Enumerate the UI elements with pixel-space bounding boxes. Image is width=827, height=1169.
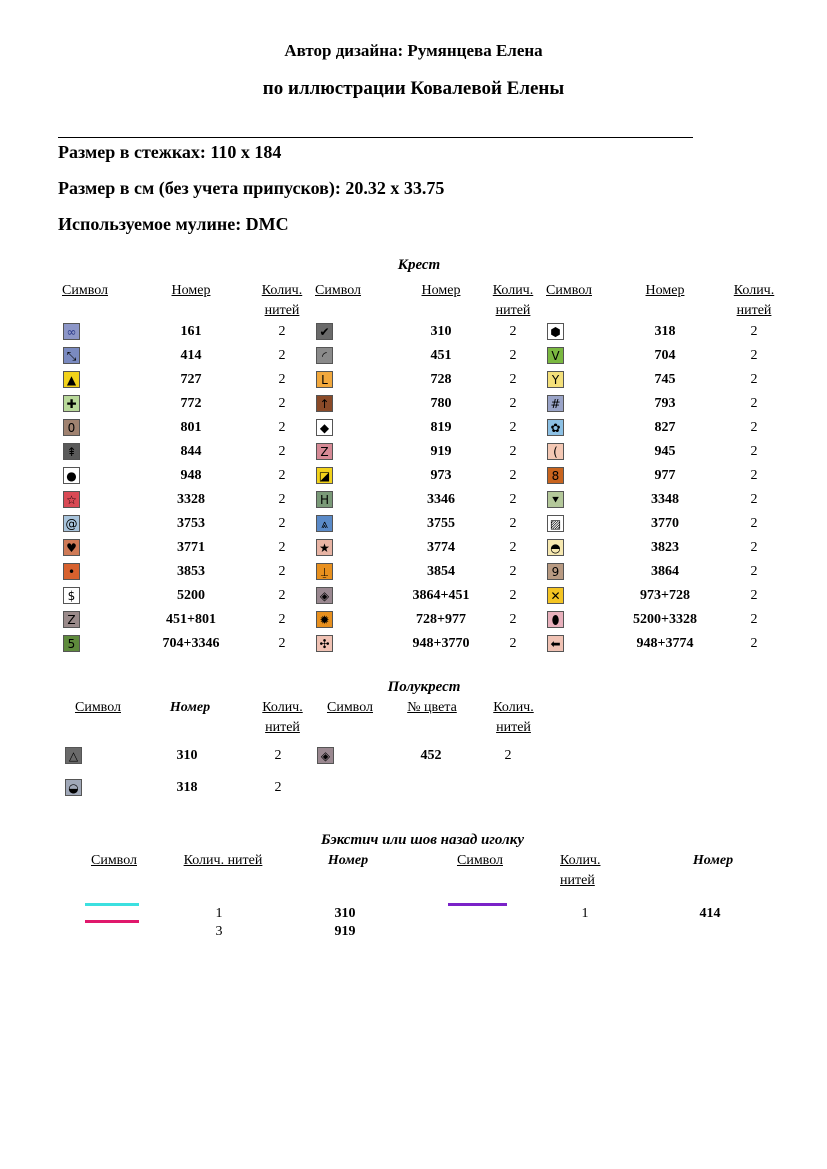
cross-color-number: 3771	[177, 540, 205, 555]
back-header-count-2	[560, 851, 620, 891]
backstitch-line-purple	[448, 903, 507, 906]
half-header-count	[255, 698, 310, 738]
half-header-symbol: Символ	[74, 700, 121, 715]
half-color-number: 318	[176, 780, 198, 795]
cross-color-number: 3774	[427, 540, 455, 555]
cross-thread-count: 2	[509, 588, 517, 603]
triangle-outline-icon: △	[65, 747, 82, 764]
cross-color-number: 3864+451	[412, 588, 470, 603]
cross-thread-count: 2	[509, 564, 517, 579]
backstitch-count: 1	[581, 906, 589, 921]
star-icon: ★	[316, 539, 333, 556]
cross-color-number: 704	[654, 348, 676, 363]
back-header-symbol-2: Символ	[456, 853, 503, 868]
cross-thread-count: 2	[509, 540, 517, 555]
half-header-color-number: № цвета	[407, 700, 457, 715]
hatched-square-icon: ▨	[547, 515, 564, 532]
ellipse-icon: ⬮	[547, 611, 564, 628]
diamond-outline-icon: ◈	[316, 587, 333, 604]
size-cm: Размер в см (без учета припусков): 20.32 x 33.75	[58, 178, 445, 198]
arrow-up-icon: ▲	[63, 371, 80, 388]
author-title: Автор дизайна: Румянцева Елена	[284, 41, 543, 60]
filled-circle-icon: ●	[63, 467, 80, 484]
cross-color-number: 5200+3328	[633, 612, 697, 627]
cross-thread-count: 2	[278, 540, 286, 555]
diagonal-link-icon: ⤡	[63, 347, 80, 364]
half-thread-count: 2	[274, 748, 282, 763]
triangle-lines-icon: ⩓	[316, 515, 333, 532]
cross-header-count	[730, 281, 778, 321]
digit-eight-icon: 8	[547, 467, 564, 484]
letter-v-icon: V	[547, 347, 564, 364]
back-header-count-2-line1: Колич.	[560, 853, 601, 868]
cross-color-number: 728	[430, 372, 452, 387]
size-stitches: Размер в стежках: 110 x 184	[58, 142, 282, 162]
cross-color-number: 3854	[427, 564, 455, 579]
four-petals-icon: ✣	[316, 635, 333, 652]
cross-color-number: 948	[180, 468, 202, 483]
cross-thread-count: 2	[278, 444, 286, 459]
cross-header-symbol: Символ	[62, 283, 109, 298]
cross-color-number: 3770	[651, 516, 679, 531]
cross-header-symbol: Символ	[546, 283, 593, 298]
cross-thread-count: 2	[278, 348, 286, 363]
hexagon-icon: ⬢	[547, 323, 564, 340]
checkmark-icon: ✔	[316, 323, 333, 340]
cross-header-number: Номер	[645, 283, 685, 298]
cross-color-number: 973	[430, 468, 452, 483]
illustration-title: по иллюстрации Ковалевой Елены	[262, 78, 565, 99]
cross-color-number: 772	[180, 396, 202, 411]
cross-header-count	[258, 281, 306, 321]
plus-icon: ✚	[63, 395, 80, 412]
cross-color-number: 3328	[177, 492, 205, 507]
cross-thread-count: 2	[278, 324, 286, 339]
infinity-icon: ∞	[63, 323, 80, 340]
cross-thread-count: 2	[278, 468, 286, 483]
cross-color-number: 3853	[177, 564, 205, 579]
cross-thread-count: 2	[278, 492, 286, 507]
letter-z-script-icon: Z	[316, 443, 333, 460]
half-color-number: 452	[420, 748, 442, 763]
cross-thread-count: 2	[750, 612, 758, 627]
bowtie-icon: ✕	[547, 587, 564, 604]
cross-thread-count: 2	[278, 396, 286, 411]
backstitch-count: 3	[215, 924, 223, 939]
digit-five-icon: 5	[63, 635, 80, 652]
half-filled-circle-icon: ◒	[65, 779, 82, 796]
cross-header-count-line1: Колич.	[492, 283, 534, 298]
cross-thread-count: 2	[750, 396, 758, 411]
back-header-count: Колич. нитей	[183, 853, 263, 868]
cross-thread-count: 2	[750, 588, 758, 603]
back-header-count-2-line2: нитей	[560, 873, 595, 888]
cross-color-number: 919	[430, 444, 452, 459]
cross-thread-count: 2	[750, 516, 758, 531]
cross-color-number: 780	[430, 396, 452, 411]
cross-thread-count: 2	[509, 324, 517, 339]
cross-color-number: 793	[654, 396, 676, 411]
diamond-icon: ◆	[316, 419, 333, 436]
cross-color-number: 973+728	[640, 588, 690, 603]
oval-icon: 0	[63, 419, 80, 436]
triple-triangle-icon: ⯆	[547, 491, 564, 508]
cross-header-count-line1: Колич.	[733, 283, 775, 298]
cross-color-number: 451+801	[166, 612, 216, 627]
arrow-up-thin-icon: ↑	[316, 395, 333, 412]
cross-color-number: 945	[654, 444, 676, 459]
half-square-icon: ◪	[316, 467, 333, 484]
cross-color-number: 727	[180, 372, 202, 387]
cross-header-number: Номер	[421, 283, 461, 298]
cross-color-number: 819	[430, 420, 452, 435]
cross-header-count	[489, 281, 537, 321]
back-header-number: Номер	[327, 853, 369, 868]
cross-section-title: Крест	[397, 257, 441, 273]
cross-thread-count: 2	[750, 540, 758, 555]
cross-thread-count: 2	[509, 348, 517, 363]
anchor-icon: ⍊	[316, 563, 333, 580]
cross-color-number: 801	[180, 420, 202, 435]
cross-thread-count: 2	[509, 516, 517, 531]
star-outline-icon: ☆	[63, 491, 80, 508]
cross-thread-count: 2	[750, 348, 758, 363]
cross-color-number: 827	[654, 420, 676, 435]
cross-header-symbol: Символ	[315, 283, 362, 298]
cross-thread-count: 2	[509, 468, 517, 483]
drop-icon: •	[63, 563, 80, 580]
floss-brand: Используемое мулине: DMC	[58, 214, 289, 234]
cross-color-number: 3755	[427, 516, 455, 531]
cross-color-number: 310	[430, 324, 452, 339]
parenthesis-icon: (	[547, 443, 564, 460]
cross-color-number: 745	[654, 372, 676, 387]
half-header-symbol-2: Символ	[326, 700, 373, 715]
backstitch-number: 414	[699, 906, 721, 921]
half-thread-count: 2	[274, 780, 282, 795]
cross-thread-count: 2	[278, 420, 286, 435]
cross-thread-count: 2	[509, 396, 517, 411]
half-header-count-line1: Колич.	[262, 700, 303, 715]
cross-thread-count: 2	[509, 612, 517, 627]
backstitch-number: 310	[334, 906, 356, 921]
arrow-left-icon: ⬅	[547, 635, 564, 652]
cross-color-number: 948+3770	[412, 636, 470, 651]
cross-header-count-line2: нитей	[495, 303, 531, 318]
half-header-count-2-line2: нитей	[496, 720, 531, 735]
cross-color-number: 414	[180, 348, 202, 363]
half-color-number: 310	[176, 748, 198, 763]
heart-icon: ♥	[63, 539, 80, 556]
backstitch-section-title: Бэкстич или шов назад иголку	[321, 832, 524, 848]
cross-thread-count: 2	[278, 612, 286, 627]
cross-thread-count: 2	[750, 636, 758, 651]
cross-color-number: 318	[654, 324, 676, 339]
cross-thread-count: 2	[750, 444, 758, 459]
cross-color-number: 977	[654, 468, 676, 483]
cross-color-number: 5200	[177, 588, 205, 603]
cross-thread-count: 2	[278, 516, 286, 531]
arc-icon: ◜	[316, 347, 333, 364]
half-header-count-2-line1: Колич.	[493, 700, 534, 715]
cross-color-number: 3823	[651, 540, 679, 555]
backstitch-line-cyan	[85, 903, 139, 906]
cross-thread-count: 2	[278, 372, 286, 387]
letter-h-icon: H	[316, 491, 333, 508]
cross-color-number: 3346	[427, 492, 455, 507]
cross-thread-count: 2	[509, 636, 517, 651]
letter-l-icon: L	[316, 371, 333, 388]
diamond-in-square-icon: ◈	[317, 747, 334, 764]
header-divider	[58, 137, 693, 138]
cross-thread-count: 2	[750, 324, 758, 339]
letter-z-icon: Z	[63, 611, 80, 628]
cross-color-number: 451	[430, 348, 452, 363]
tree-arrows-icon: ⇞	[63, 443, 80, 460]
cross-color-number: 844	[180, 444, 202, 459]
cross-thread-count: 2	[278, 588, 286, 603]
cross-thread-count: 2	[750, 564, 758, 579]
cross-thread-count: 2	[750, 492, 758, 507]
half-header-count-2	[486, 698, 541, 738]
cross-color-number: 161	[180, 324, 202, 339]
cross-header-count-line2: нитей	[264, 303, 300, 318]
flower-icon: ✿	[547, 419, 564, 436]
half-circle-icon: ◓	[547, 539, 564, 556]
cross-thread-count: 2	[278, 636, 286, 651]
cross-color-number: 3348	[651, 492, 679, 507]
cross-thread-count: 2	[509, 420, 517, 435]
backstitch-line-pink	[85, 920, 139, 923]
cross-thread-count: 2	[509, 372, 517, 387]
half-header-count-line2: нитей	[265, 720, 300, 735]
digit-nine-icon: 9	[547, 563, 564, 580]
backstitch-number: 919	[334, 924, 356, 939]
cross-thread-count: 2	[278, 564, 286, 579]
cross-thread-count: 2	[750, 468, 758, 483]
spiral-icon: @	[63, 515, 80, 532]
cross-color-number: 704+3346	[162, 636, 220, 651]
cross-thread-count: 2	[750, 420, 758, 435]
sun-icon: ✹	[316, 611, 333, 628]
cross-color-number: 3864	[651, 564, 679, 579]
half-cross-section-title: Полукрест	[387, 679, 461, 695]
letter-y-icon: Y	[547, 371, 564, 388]
back-header-symbol: Символ	[90, 853, 137, 868]
cross-thread-count: 2	[750, 372, 758, 387]
cross-header-count-line1: Колич.	[261, 283, 303, 298]
cross-color-number: 3753	[177, 516, 205, 531]
cross-color-number: 728+977	[416, 612, 466, 627]
hash-icon: #	[547, 395, 564, 412]
cross-thread-count: 2	[509, 492, 517, 507]
half-thread-count: 2	[504, 748, 512, 763]
cross-header-count-line2: нитей	[736, 303, 772, 318]
dollar-icon: $	[63, 587, 80, 604]
half-header-number: Номер	[169, 700, 211, 715]
back-header-number-2: Номер	[692, 853, 734, 868]
cross-color-number: 948+3774	[636, 636, 694, 651]
cross-header-number: Номер	[171, 283, 211, 298]
cross-thread-count: 2	[509, 444, 517, 459]
backstitch-count: 1	[215, 906, 223, 921]
